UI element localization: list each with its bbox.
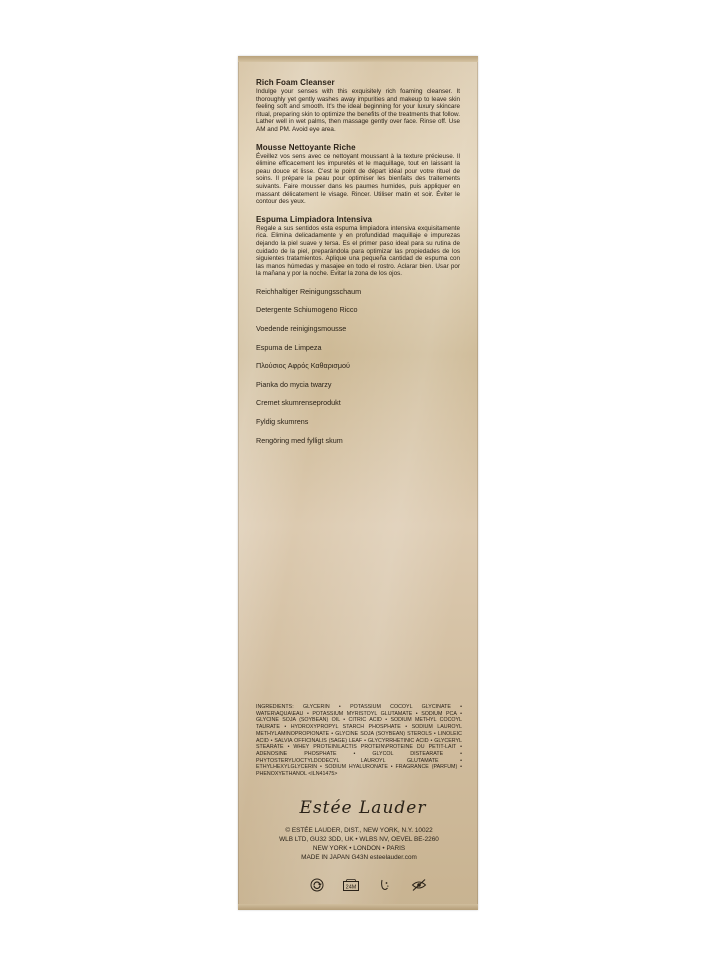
symbol-row [308,878,428,892]
brand-logo [298,798,428,818]
recycle-icon [308,878,326,892]
distribution-info [256,826,462,862]
language-item: Fyldig skumrens [256,417,309,427]
language-item: Detergente Schiumogeno Ricco [256,305,358,315]
box-top-edge [238,56,478,62]
language-item: Πλούσιος Αφρός Καθαρισμού [256,361,350,371]
24m-icon [342,878,360,892]
face-icon [376,878,394,892]
language-list [256,287,460,445]
brand-logo-text: Estée Lauder [299,798,427,818]
language-item: Voedende reinigingsmousse [256,324,347,334]
language-item: Rengöring med fylligt skum [256,435,343,445]
distribution-line: NEW YORK • LONDON • PARIS [312,845,406,852]
distribution-line: MADE IN JAPAN G43N esteelauder.com [301,854,417,861]
section-heading-es: Espuma Limpiadora Intensiva [256,214,373,224]
distribution-line: WLB LTD, GU32 3DD, UK • WLBS NV, OEVEL BE-2260 [279,836,439,843]
language-item: Reichhaltiger Reinigungsschaum [256,286,362,296]
product-box-back [238,56,478,910]
product-description [256,78,460,454]
no-eye-icon [410,878,428,892]
section-heading-en: Rich Foam Cleanser [256,78,335,87]
section-body-es: Regale a sus sentidos esta espuma limpiadora intensiva exquisitamente rica. Elimina delicadamente y en profundidad maquillaje e impurezas dejando la piel suave y tersa. Es el primer paso ideal para su rutina de cuidado de la piel, preparándola para optimizar las propiedades de los siguientes tratamientos. Aplique una pequeña cantidad de espuma con las manos húmedas y masajee en todo el rostro. Aclarar bien. Usar por la mañana y por la noche. Evitar la zona de los ojos. [256,224,460,278]
language-item: Cremet skumrenseprodukt [256,398,341,408]
section-body-fr: Éveillez vos sens avec ce nettoyant moussant à la texture précieuse. Il élimine efficacement les impuretés et le maquillage, tout en laissant la peau douce et lisse. C'est le point de départ idéal pour votre rituel de soins. Il prépare la peau pour optimiser les bienfaits des traitements suivants. Faire mousser dans les paumes humides, puis appliquer en massant délicatement le visage. Rincer. Utiliser matin et soir. Éviter le contour des yeux. [256,152,460,206]
box-bottom-edge [238,904,478,910]
section-body-en: Indulge your senses with this exquisitely rich foaming cleanser. It thoroughly yet gently washes away impurities and makeup to leave skin feeling soft and smooth. It's the ideal beginning for your luxury skincare ritual, preparing skin to optimize the benefits of the treatments that follow. Lather well in wet palms, then massage gently over face. Rinse off. Use AM and PM. Avoid eye area. [256,88,460,133]
distribution-line: © ESTÉE LAUDER, DIST., NEW YORK, N.Y. 10022 [285,827,433,834]
pao-label: 24M [345,884,357,891]
ingredients-list: INGREDIENTS: GLYCERIN • POTASSIUM COCOYL GLYCINATE • WATER\AQUA\EAU • POTASSIUM MYRISTOYL GLUTAMATE • SODIUM PCA • GLYCINE SOJA (SOYBEAN) OIL • CITRIC ACID • SODIUM METHYL COCOYL TAURATE • HYDROXYPROPYL STARCH PHOSPHATE • SODIUM LAUROYL METHYLAMINOPROPIONATE • GLYCINE SOJA (SOYBEAN) STEROLS • LINOLEIC ACID • SALVIA OFFICINALIS (SAGE) LEAF • GLYCYRRHETINIC ACID • GLYCERYL STEARATE • WHEY PROTEIN\LACTIS PROTEIN\PROTEINE DU PETIT-LAIT • ADENOSINE PHOSPHATE • GLYCOL DISTEARATE • PHYTOSTERYL/OCTYLDODECYL LAUROYL GLUTAMATE • ETHYLHEXYLGLYCERIN • SODIUM HYALURONATE • FRAGRANCE (PARFUM) • PHENOXYETHANOL <ILN41475> [256,704,462,778]
language-item: Pianka do mycia twarzy [256,379,332,389]
language-item: Espuma de Limpeza [256,342,322,352]
section-heading-fr: Mousse Nettoyante Riche [256,142,356,152]
